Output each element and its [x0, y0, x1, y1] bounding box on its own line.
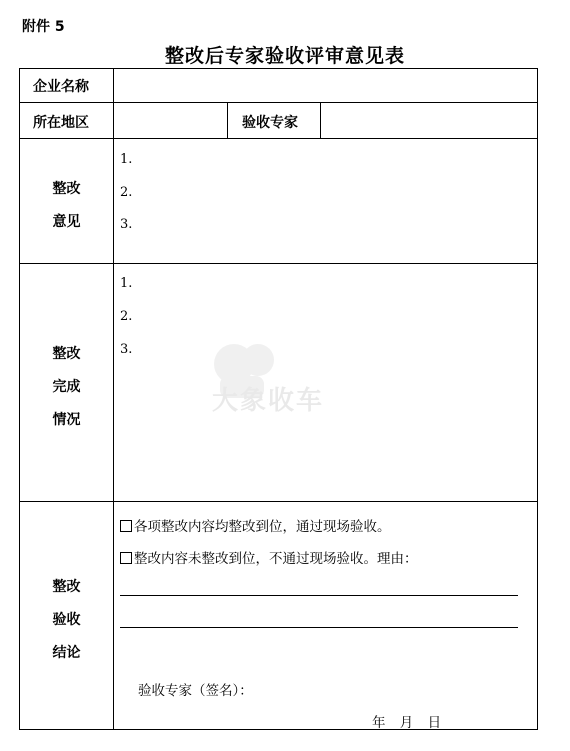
completion-label-line: 完成 — [52, 379, 81, 395]
conclusion-label-line: 验收 — [52, 612, 81, 628]
completion-section-label — [20, 338, 113, 437]
watermark-logo — [212, 342, 362, 416]
date-label: 年 月 日 — [372, 715, 442, 731]
completion-item: 1. — [120, 276, 133, 291]
form-title: 整改后专家验收评审意见表 — [164, 45, 405, 67]
conclusion-label-line: 结论 — [52, 645, 81, 661]
signature-label: 验收专家（签名）： — [138, 683, 253, 699]
completion-item: 2. — [120, 309, 133, 324]
opinion-item: 1. — [120, 152, 133, 167]
fail-checkbox[interactable] — [120, 552, 132, 564]
pass-option[interactable] — [120, 515, 391, 535]
conclusion-section-label — [20, 571, 113, 670]
reason-line[interactable] — [120, 627, 518, 628]
column-divider — [227, 102, 228, 138]
fail-option-label: 整改内容未整改到位，不通过现场验收。理由： — [134, 551, 418, 567]
row-divider — [20, 263, 537, 264]
region-field[interactable] — [114, 103, 227, 138]
column-divider — [113, 69, 114, 730]
pass-option-label: 各项整改内容均整改到位，通过现场验收。 — [134, 519, 391, 535]
attachment-label: 附件 5 — [22, 19, 65, 35]
conclusion-label-line: 整改 — [52, 579, 81, 595]
completion-item: 3. — [120, 342, 133, 357]
reason-line[interactable] — [120, 595, 518, 596]
expert-label: 验收专家 — [242, 115, 298, 131]
company-name-field[interactable] — [114, 69, 538, 102]
completion-label-line: 情况 — [52, 412, 81, 428]
fail-option[interactable] — [120, 547, 418, 567]
company-name-label: 企业名称 — [33, 79, 89, 95]
row-divider — [20, 501, 537, 502]
opinion-item: 3. — [120, 217, 133, 232]
opinion-item: 2. — [120, 185, 133, 200]
opinion-section-label — [20, 173, 113, 239]
watermark-text: 大象收车 — [212, 386, 325, 416]
region-label: 所在地区 — [33, 115, 89, 131]
opinion-label-line: 意见 — [52, 214, 81, 230]
pass-checkbox[interactable] — [120, 520, 132, 532]
row-divider — [20, 138, 537, 139]
completion-label-line: 整改 — [52, 346, 81, 362]
expert-field[interactable] — [321, 103, 538, 138]
opinion-label-line: 整改 — [52, 181, 81, 197]
